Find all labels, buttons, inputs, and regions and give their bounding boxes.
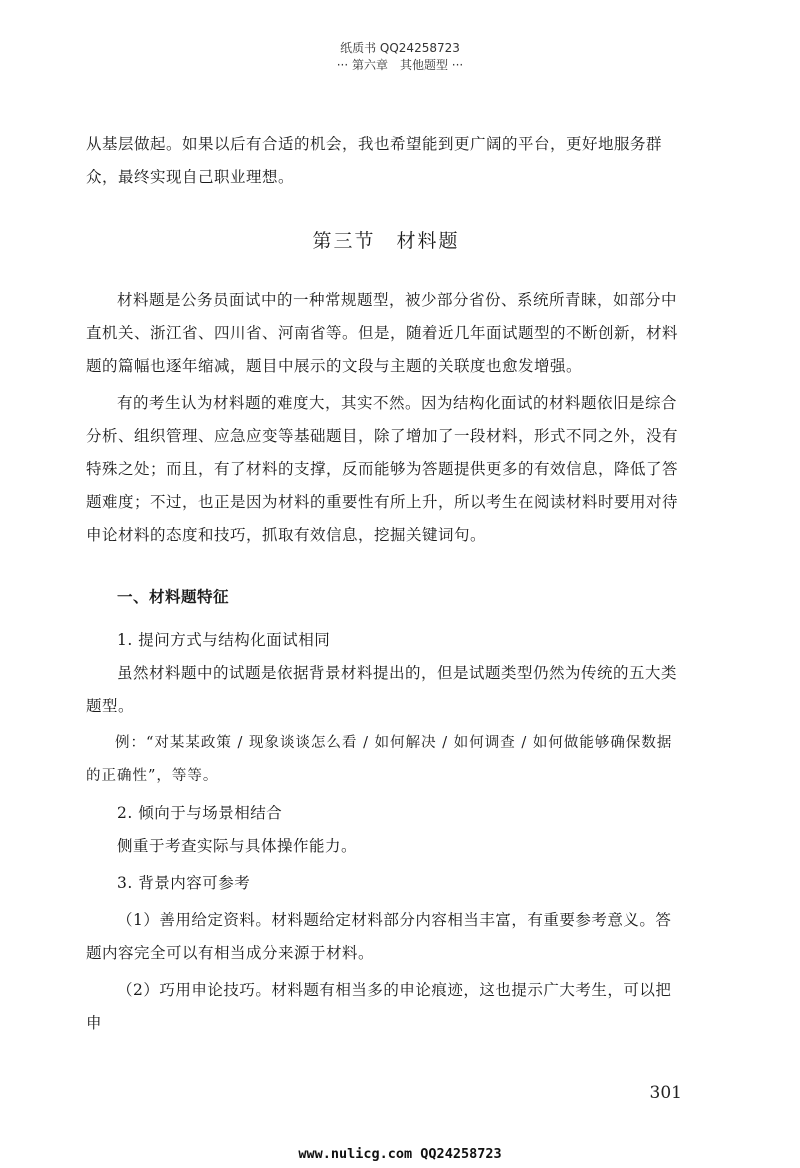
point-2-text: 侧重于考查实际与具体操作能力。 xyxy=(117,837,358,855)
header-watermark: 纸质书 QQ24258723 xyxy=(340,41,460,55)
footer-watermark: www.nulicg.com QQ24258723 xyxy=(298,1146,502,1162)
section-title: 第三节 材料题 xyxy=(312,230,460,252)
carryover-paragraph: 从基层做起。如果以后有合适的机会，我也希望能到更广阔的平台，更好地服务群众，最终实现自己职业理想。 xyxy=(86,135,663,186)
point-3-sub-1: （1）善用给定资料。材料题给定材料部分内容相当丰富，有重要参考意义。答题内容完全可以有相当成分来源于材料。 xyxy=(86,911,672,962)
subsection-title: 一、材料题特征 xyxy=(117,588,230,606)
point-3-sub-2: （2）巧用申论技巧。材料题有相当多的申论痕迹，这也提示广大考生，可以把申 xyxy=(86,981,672,1032)
page-number: 301 xyxy=(649,1083,682,1103)
point-1-text: 虽然材料题中的试题是依据背景材料提出的，但是试题类型仍然为传统的五大类题型。 xyxy=(86,664,678,715)
running-header xyxy=(0,40,800,74)
intro-paragraph-1: 材料题是公务员面试中的一种常规题型，被少部分省份、系统所青睐，如部分中直机关、浙江省、四川省、河南省等。但是，随着近几年面试题型的不断创新，材料题的篇幅也逐年缩减，题目中展示的文段与主题的关联度也愈发增强。 xyxy=(86,291,679,375)
point-2-title: 2. 倾向于与场景相结合 xyxy=(117,804,283,822)
intro-paragraph-2: 有的考生认为材料题的难度大，其实不然。因为结构化面试的材料题依旧是综合分析、组织管理、应急应变等基础题目，除了增加了一段材料，形式不同之外，没有特殊之处；而且，有了材料的支撑，反而能够为答题提供更多的有效信息，降低了答题难度；不过，也正是因为材料的重要性有所上升，所以考生在阅读材料时要用对待申论材料的态度和技巧，抓取有效信息，挖掘关键词句。 xyxy=(86,394,679,544)
chapter-title: ··· 第六章 其他题型 ··· xyxy=(336,58,464,72)
example-text: 例：“对某某政策 / 现象谈谈怎么看 / 如何解决 / 如何调查 / 如何做能够确保数据的正确性”，等等。 xyxy=(86,735,673,784)
point-1-title: 1. 提问方式与结构化面试相同 xyxy=(117,631,331,649)
page-content xyxy=(86,128,686,1040)
point-3-title: 3. 背景内容可参考 xyxy=(117,874,251,892)
